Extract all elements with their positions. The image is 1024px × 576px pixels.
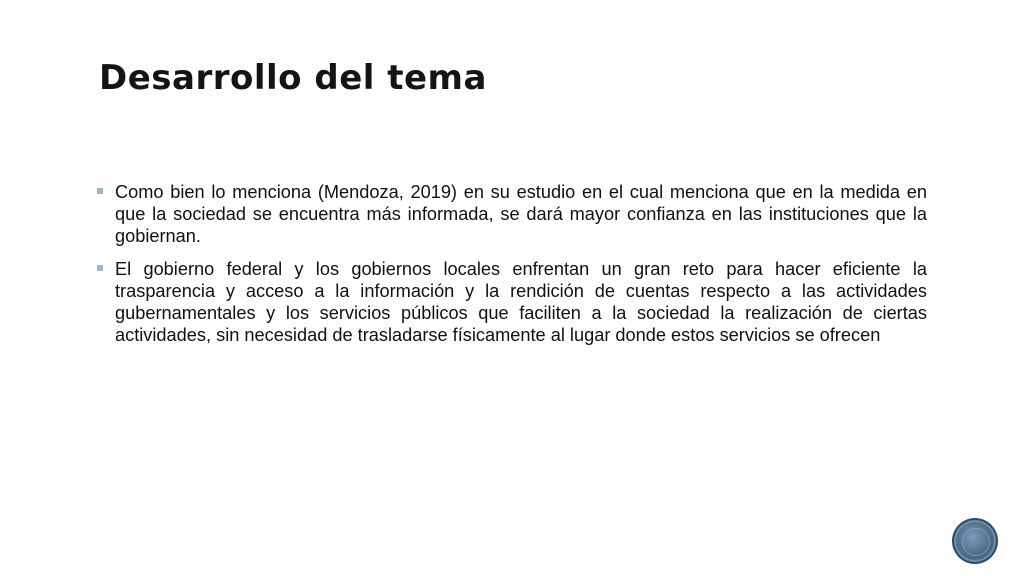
bullet-item [95,258,927,347]
slide-title: Desarrollo del tema [99,58,487,98]
badge-ring [962,528,990,556]
bullet-item [95,181,927,248]
circle-badge-icon [956,522,994,560]
square-bullet-icon [97,188,103,194]
square-bullet-icon [97,265,103,271]
bullet-list [95,181,927,356]
bullet-text: Como bien lo menciona (Mendoza, 2019) en su estudio en el cual menciona que en la medida en que la sociedad se encuentra más informada, se dará mayor confianza en las instituciones que la gobiernan. [115,182,927,247]
bullet-text: El gobierno federal y los gobiernos locales enfrentan un gran reto para hacer eficiente la trasparencia y acceso a la información y la rendición de cuentas respecto a las actividades gubernamentales y los servicios públicos que faciliten a la sociedad la realización de ciertas actividades, sin necesidad de trasladarse físicamente al lugar donde estos servicios se ofrecen [115,258,927,346]
